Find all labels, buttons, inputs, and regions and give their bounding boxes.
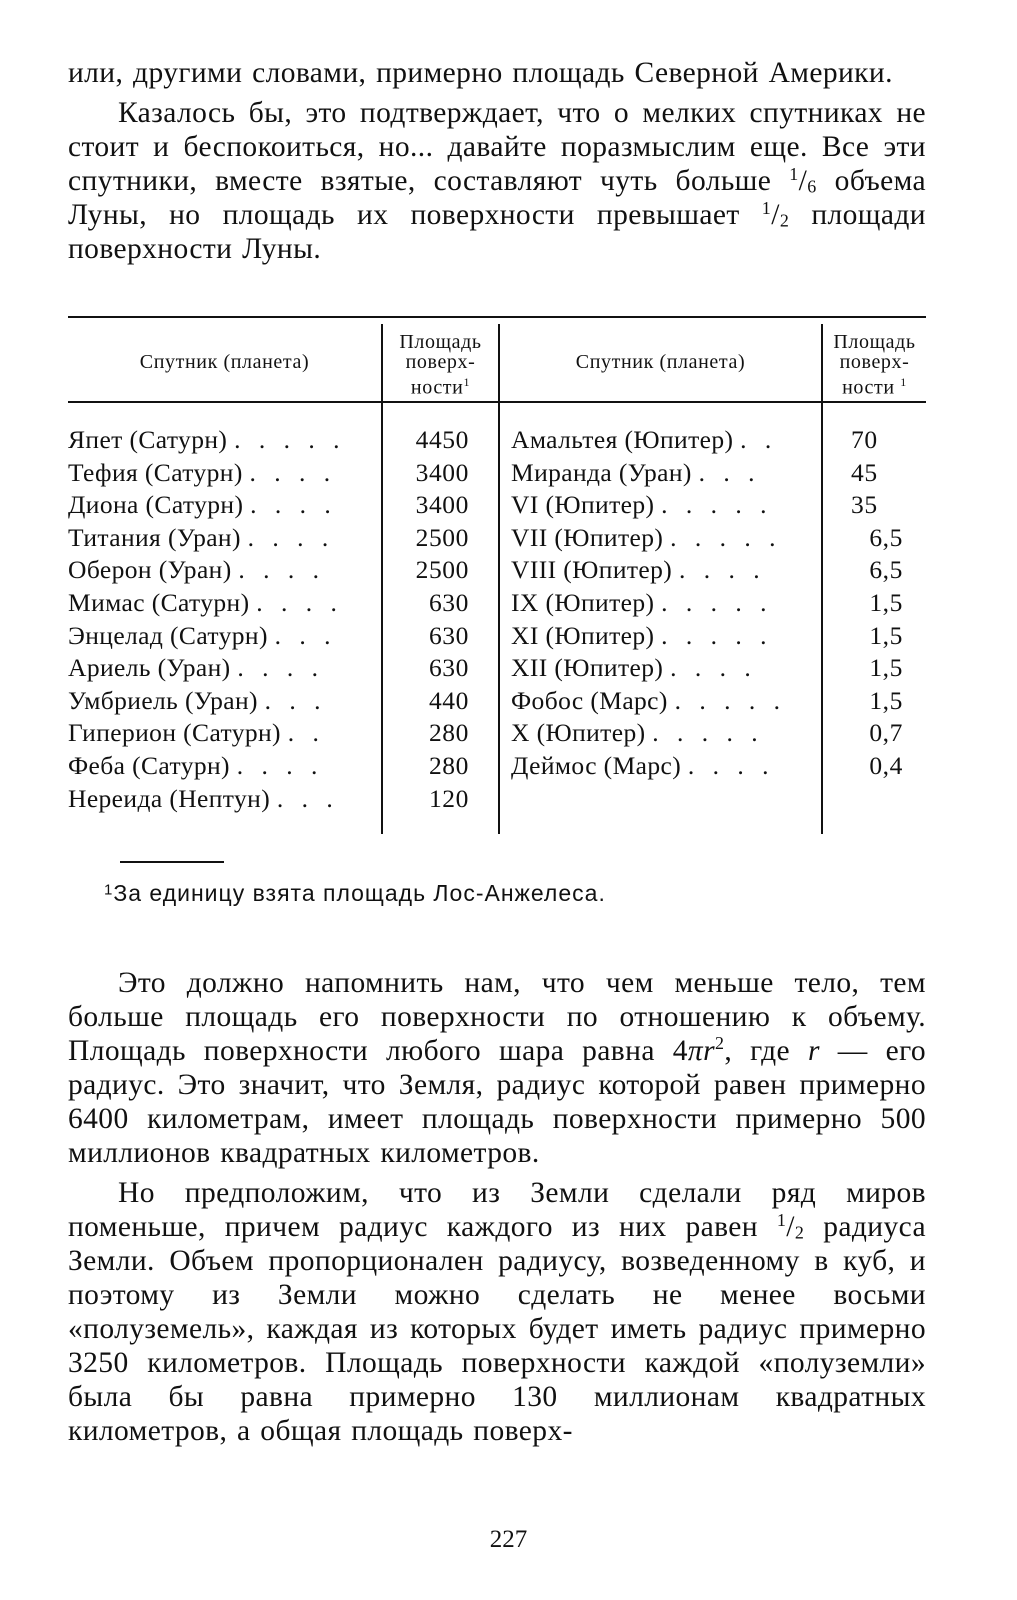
table-cell-value: 440	[428, 685, 469, 715]
footnote-mark: 1	[463, 375, 471, 389]
footnote-mark: 1	[900, 375, 907, 389]
table-row: Тефия (Сатурн) . . . .	[68, 457, 337, 487]
header-right-name: Спутник (планета)	[575, 351, 746, 373]
paragraph-2-part-a: Казалось бы, это подтверждает, что о мелких спутниках не стоит и беспокоиться, но... давайте поразмыслим еще. Все эти спутники, вместе взятые, составляют чуть больше	[68, 97, 926, 197]
table-cell-value: 0,7	[869, 718, 903, 748]
table-cell-value: 630	[428, 620, 469, 650]
fraction-denominator: 2	[794, 1222, 805, 1243]
paragraph-1: или, другими словами, примерно площадь Северной Америки.	[68, 57, 893, 89]
footnote	[104, 878, 606, 908]
header-right-area-line2: поверх-	[839, 351, 910, 373]
table-row: IX (Юпитер) . . . . .	[511, 587, 773, 617]
paragraph-2-part-c: площади поверхности Луны.	[68, 199, 926, 265]
paragraph-3-part-a: Это должно напомнить нам, что чем меньше тело, тем больше площадь его поверхности по отношению к объему. Площадь поверхности любого шара равна 4	[68, 967, 926, 1067]
table-row: Япет (Сатурн) . . . . .	[68, 425, 346, 454]
left-name-column	[68, 424, 345, 815]
table-cell-value: 45	[851, 457, 878, 487]
table-row: Оберон (Уран) . . . .	[68, 555, 326, 585]
table-cell-value: 4450	[415, 425, 469, 454]
table-cell-value: 280	[428, 718, 469, 748]
table-cell-value: 2500	[415, 555, 469, 585]
table-cell-value: 3400	[415, 457, 469, 487]
table-row: Деймос (Марс) . . . .	[511, 750, 775, 780]
table-divider-2	[498, 324, 500, 834]
table-cell-value: 70	[851, 425, 878, 454]
page-number: 227	[489, 1526, 528, 1553]
radius-variable: r	[703, 1035, 715, 1067]
fraction-denominator: 6	[807, 176, 817, 197]
footnote-text: За единицу взята площадь Лос-Анжелеса.	[113, 880, 606, 906]
table-cell-value: 1,5	[869, 685, 903, 715]
table-row: Нереида (Нептун) . . .	[68, 783, 339, 813]
paragraph-4	[68, 1176, 926, 1448]
table-row: Энцелад (Сатурн) . . .	[68, 620, 337, 650]
table-row: Гиперион (Сатурн) . .	[68, 718, 325, 748]
table-cell-value: 120	[428, 783, 469, 813]
header-left-area-line2: поверх-	[405, 351, 476, 373]
exponent: 2	[714, 1033, 725, 1054]
table-cell-value: 2500	[415, 522, 469, 552]
paragraph-4-part-a: Но предположим, что из Земли сделали ряд миров поменьше, причем радиус каждого из них равен	[68, 1177, 926, 1243]
paragraph-4-part-b: радиуса Земли. Объем пропорционален радиусу, возведенному в куб, и поэтому из Земли можно сделать не менее восьми «полуземель», каждая из которых будет иметь радиус примерно 3250 километров. Площадь поверхности каждой «полуземли» была бы равна примерно 130 миллионам квадратных километров, а общая площадь поверх-	[68, 1211, 926, 1447]
left-value-column	[383, 424, 469, 815]
fraction-one-sixth: $^1/_6$	[789, 164, 817, 197]
table-cell-value: 0,4	[869, 750, 903, 780]
table-cell-value: 6,5	[869, 555, 903, 585]
table-row: Миранда (Уран) . . .	[511, 457, 761, 487]
table-cell-value: 1,5	[869, 620, 903, 650]
header-right-area-line1: Площадь	[833, 331, 916, 353]
table-row: XII (Юпитер) . . . .	[511, 653, 757, 683]
satellite-area-table	[68, 316, 926, 841]
header-right-area	[823, 332, 926, 398]
top-text-block	[68, 56, 926, 266]
footnote-number: 1	[104, 881, 114, 899]
header-left-area	[383, 332, 498, 398]
header-right-area-line3: ности $^1$	[842, 375, 907, 399]
table-row: Амальтея (Юпитер) . .	[511, 425, 778, 454]
table-row: VII (Юпитер) . . . . .	[511, 522, 782, 552]
fraction-numerator: 1	[776, 1210, 787, 1231]
fraction-one-half: $^1/_2$	[761, 198, 790, 231]
table-cell-value: 3400	[415, 490, 469, 520]
header-left-name: Спутник (планета)	[139, 351, 310, 373]
table-cell-value: 630	[428, 653, 469, 683]
table-cell-value: 1,5	[869, 587, 903, 617]
paragraph-2-part-b: объема Луны, но площадь их поверхности превышает	[68, 165, 926, 231]
table-row: VI (Юпитер) . . . . .	[511, 490, 773, 520]
fraction-numerator: 1	[789, 164, 799, 185]
table-row: Ариель (Уран) . . . .	[68, 653, 324, 683]
table-cell-value: 280	[428, 750, 469, 780]
table-row: Феба (Сатурн) . . . .	[68, 750, 324, 780]
table-header-rule	[68, 401, 926, 403]
bottom-text-block	[68, 966, 926, 1448]
fraction-one-half: $^1/_2$	[776, 1210, 805, 1243]
table-top-rule	[68, 316, 926, 318]
paragraph-2	[68, 96, 926, 266]
header-left-area-line1: Площадь	[399, 331, 482, 353]
table-row: Диона (Сатурн) . . . .	[68, 490, 337, 520]
pi-symbol: π	[687, 1035, 704, 1067]
table-row: Фобос (Марс) . . . . .	[511, 685, 786, 715]
right-value-column	[823, 424, 903, 783]
table-cell-value: 630	[428, 587, 469, 617]
paragraph-3	[68, 966, 926, 1170]
table-row: Умбриель (Уран) . . .	[68, 685, 327, 715]
fraction-numerator: 1	[761, 198, 772, 219]
paragraph-3-part-c: — его радиус. Это значит, что Земля, радиус которой равен примерно 6400 километрам, имеет площадь поверхности примерно 500 миллионов квадратных километров.	[68, 1035, 926, 1169]
table-cell-value: 35	[851, 490, 878, 520]
right-name-column	[511, 424, 786, 783]
table-row: X (Юпитер) . . . . .	[511, 718, 764, 748]
table-cell-value: 1,5	[869, 653, 903, 683]
footnote-rule	[120, 861, 224, 863]
radius-variable: r	[807, 1035, 820, 1067]
paragraph-3-part-b: , где	[724, 1035, 808, 1067]
table-cell-value: 6,5	[869, 522, 903, 552]
table-row: XI (Юпитер) . . . . .	[511, 620, 773, 650]
table-row: VIII (Юпитер) . . . .	[511, 555, 766, 585]
table-row: Титания (Уран) . . . .	[68, 522, 335, 552]
table-row: Мимас (Сатурн) . . . .	[68, 587, 343, 617]
fraction-denominator: 2	[779, 210, 790, 231]
header-left-area-line3: ности$^1$	[410, 375, 471, 399]
